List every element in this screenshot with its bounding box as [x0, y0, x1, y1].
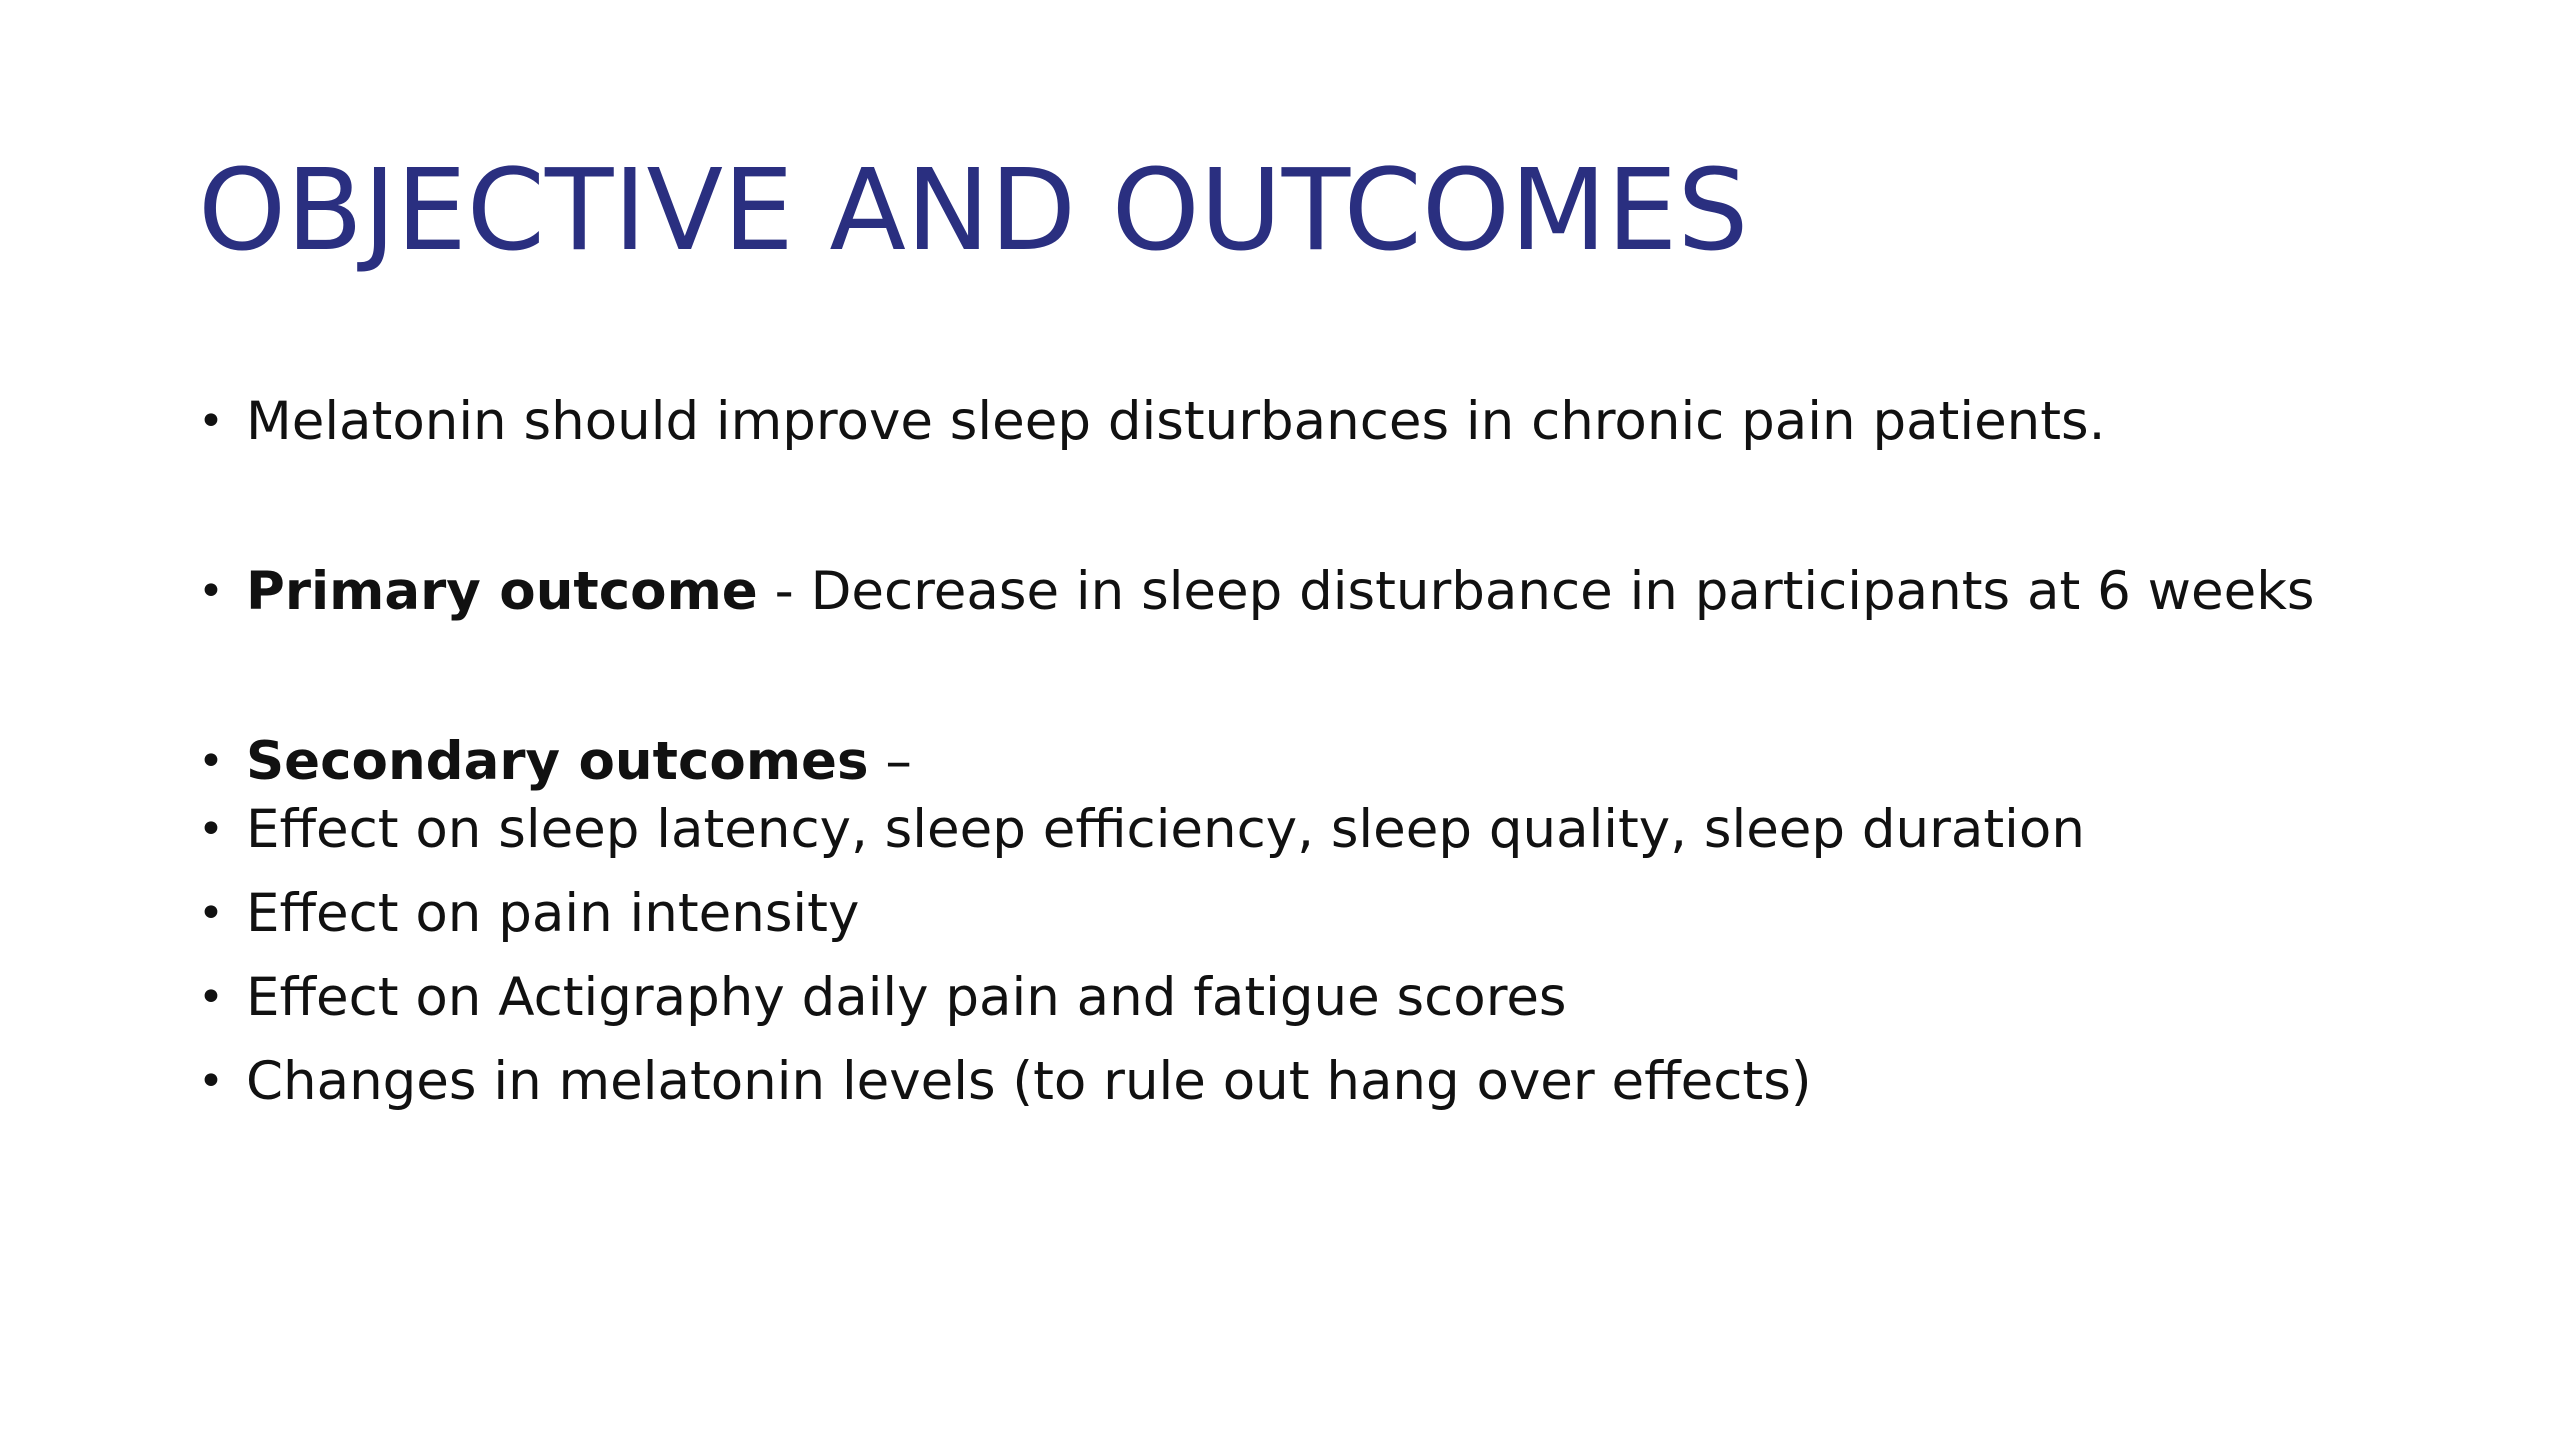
- bullet-text: - Decrease in sleep disturbance in participants at 6 weeks: [757, 561, 2315, 622]
- bullet-icon: •: [198, 972, 224, 1023]
- bullet-item-secondary-outcomes: [198, 731, 912, 792]
- bullet-bold-label: Secondary outcomes: [246, 731, 869, 792]
- bullet-text: Melatonin should improve sleep disturbances in chronic pain patients.: [246, 391, 2106, 452]
- bullet-item-objective: [198, 391, 2106, 452]
- bullet-icon: •: [198, 736, 224, 787]
- bullet-text: Effect on sleep latency, sleep efficiency, sleep quality, sleep duration: [246, 799, 2085, 860]
- bullet-bold-label: Primary outcome: [246, 561, 758, 622]
- bullet-icon: •: [198, 1056, 224, 1107]
- bullet-icon: •: [198, 888, 224, 939]
- bullet-item-primary-outcome: [198, 561, 2315, 622]
- bullet-text: –: [868, 731, 912, 792]
- bullet-item-pain-intensity: [198, 883, 860, 944]
- bullet-item-sleep-effects: [198, 799, 2085, 860]
- bullet-icon: •: [198, 804, 224, 855]
- bullet-icon: •: [198, 566, 224, 617]
- bullet-text: Effect on Actigraphy daily pain and fatigue scores: [246, 967, 1567, 1028]
- slide-title: OBJECTIVE AND OUTCOMES: [198, 146, 1749, 276]
- bullet-text: Changes in melatonin levels (to rule out hang over effects): [246, 1051, 1812, 1112]
- bullet-item-melatonin-levels: [198, 1051, 1812, 1112]
- bullet-item-actigraphy: [198, 967, 1567, 1028]
- bullet-text: Effect on pain intensity: [246, 883, 860, 944]
- bullet-icon: •: [198, 396, 224, 447]
